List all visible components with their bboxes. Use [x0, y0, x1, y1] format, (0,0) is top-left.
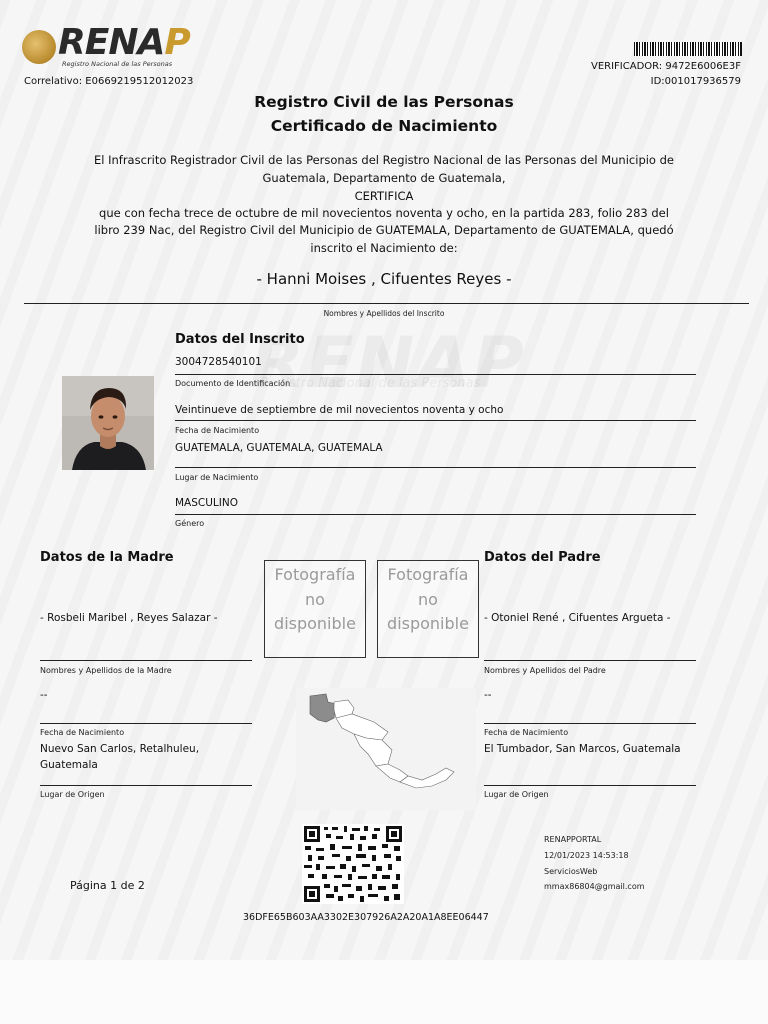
- intro-line-5: libro 239 Nac, del Registro Civil del Municipio de GUATEMALA, Departamento de GUATEMALA, quedó: [94, 223, 674, 237]
- intro-line-4: que con fecha trece de octubre de mil novecientos noventa y ocho, en la partida 283, folio 283 del: [99, 206, 669, 220]
- section-title-madre: Datos de la Madre: [40, 550, 174, 565]
- documento-label: Documento de Identificación: [175, 379, 291, 388]
- page-number: Página 1 de 2: [70, 879, 145, 892]
- renap-watermark-sub: Registro Nacional de las Personas: [260, 376, 481, 391]
- no-photo-text: Fotografía: [274, 565, 356, 584]
- divider: [40, 723, 252, 724]
- section-title-inscrito: Datos del Inscrito: [175, 332, 305, 347]
- fecha-nacimiento-label: Fecha de Nacimiento: [175, 426, 260, 435]
- madre-fecha: --: [40, 689, 48, 701]
- padre-lugar: El Tumbador, San Marcos, Guatemala: [484, 743, 681, 755]
- title-certificado: Certificado de Nacimiento: [270, 117, 498, 135]
- service-name: ServiciosWeb: [544, 867, 598, 876]
- no-photo-text: disponible: [274, 614, 356, 633]
- inscrito-genero: MASCULINO: [175, 497, 238, 509]
- section-title-padre: Datos del Padre: [484, 550, 601, 565]
- padre-photo-placeholder: [377, 560, 479, 658]
- madre-lugar-line-2: Guatemala: [40, 759, 98, 771]
- no-photo-text: no: [305, 589, 325, 609]
- title-registro-civil: Registro Civil de las Personas: [254, 93, 514, 111]
- portal-name: RENAPPORTAL: [544, 835, 602, 844]
- padre-nombre-label: Nombres y Apellidos del Padre: [484, 666, 606, 675]
- lugar-nacimiento-label: Lugar de Nacimiento: [175, 473, 259, 482]
- requester-email: mmax86804@gmail.com: [544, 882, 645, 891]
- issue-datetime: 12/01/2023 14:53:18: [544, 851, 629, 860]
- inscrito-documento: 3004728540101: [175, 356, 262, 368]
- no-photo-text: disponible: [387, 614, 469, 633]
- inscrito-lugar-nacimiento: GUATEMALA, GUATEMALA, GUATEMALA: [175, 442, 383, 454]
- renap-logo-tagline: Registro Nacional de las Personas: [62, 60, 173, 68]
- padre-fecha: --: [484, 689, 492, 701]
- document-id: ID:001017936579: [650, 76, 741, 87]
- inscrito-full-name: - Hanni Moises , Cifuentes Reyes -: [256, 270, 512, 288]
- divider: [40, 660, 252, 661]
- renap-logo: RENAP: [58, 22, 190, 63]
- madre-lugar-label: Lugar de Origen: [40, 790, 105, 799]
- document-hash: 36DFE65B603AA3302E307926A2A20A1A8EE06447: [243, 912, 489, 923]
- renap-seal-logo-icon: [22, 30, 56, 64]
- madre-lugar-line-1: Nuevo San Carlos, Retalhuleu,: [40, 743, 200, 755]
- divider: [484, 723, 696, 724]
- divider: [175, 514, 696, 515]
- barcode-icon: [634, 42, 742, 56]
- divider: [484, 785, 696, 786]
- intro-certifica: CERTIFICA: [354, 189, 414, 203]
- person-photo-icon: [62, 376, 154, 470]
- central-america-map-icon: [296, 688, 476, 810]
- madre-nombre-label: Nombres y Apellidos de la Madre: [40, 666, 172, 675]
- intro-line-1: El Infrascrito Registrador Civil de las Personas del Registro Nacional de las Personas del Municipio de: [93, 153, 674, 167]
- madre-fecha-label: Fecha de Nacimiento: [40, 728, 125, 737]
- name-caption: Nombres y Apellidos del Inscrito: [323, 309, 445, 318]
- no-photo-text: no: [418, 589, 438, 609]
- verificador: VERIFICADOR: 9472E6006E3F: [591, 61, 741, 72]
- divider: [175, 374, 696, 375]
- padre-fecha-label: Fecha de Nacimiento: [484, 728, 569, 737]
- intro-line-6: inscrito el Nacimiento de:: [310, 241, 458, 255]
- intro-line-2: Guatemala, Departamento de Guatemala,: [262, 171, 506, 185]
- divider: [175, 420, 696, 421]
- divider: [40, 785, 252, 786]
- qr-code-icon: [302, 824, 404, 904]
- madre-photo-placeholder: [264, 560, 366, 658]
- correlativo: Correlativo: E0669219512012023: [24, 76, 194, 87]
- genero-label: Género: [175, 519, 205, 528]
- no-photo-text: Fotografía: [387, 565, 469, 584]
- divider: [24, 303, 749, 304]
- inscrito-fecha-nacimiento: Veintinueve de septiembre de mil novecientos noventa y ocho: [175, 404, 504, 416]
- padre-nombre: - Otoniel René , Cifuentes Argueta -: [484, 612, 671, 624]
- divider: [175, 467, 696, 468]
- padre-lugar-label: Lugar de Origen: [484, 790, 549, 799]
- divider: [484, 660, 696, 661]
- madre-nombre: - Rosbeli Maribel , Reyes Salazar -: [40, 612, 218, 624]
